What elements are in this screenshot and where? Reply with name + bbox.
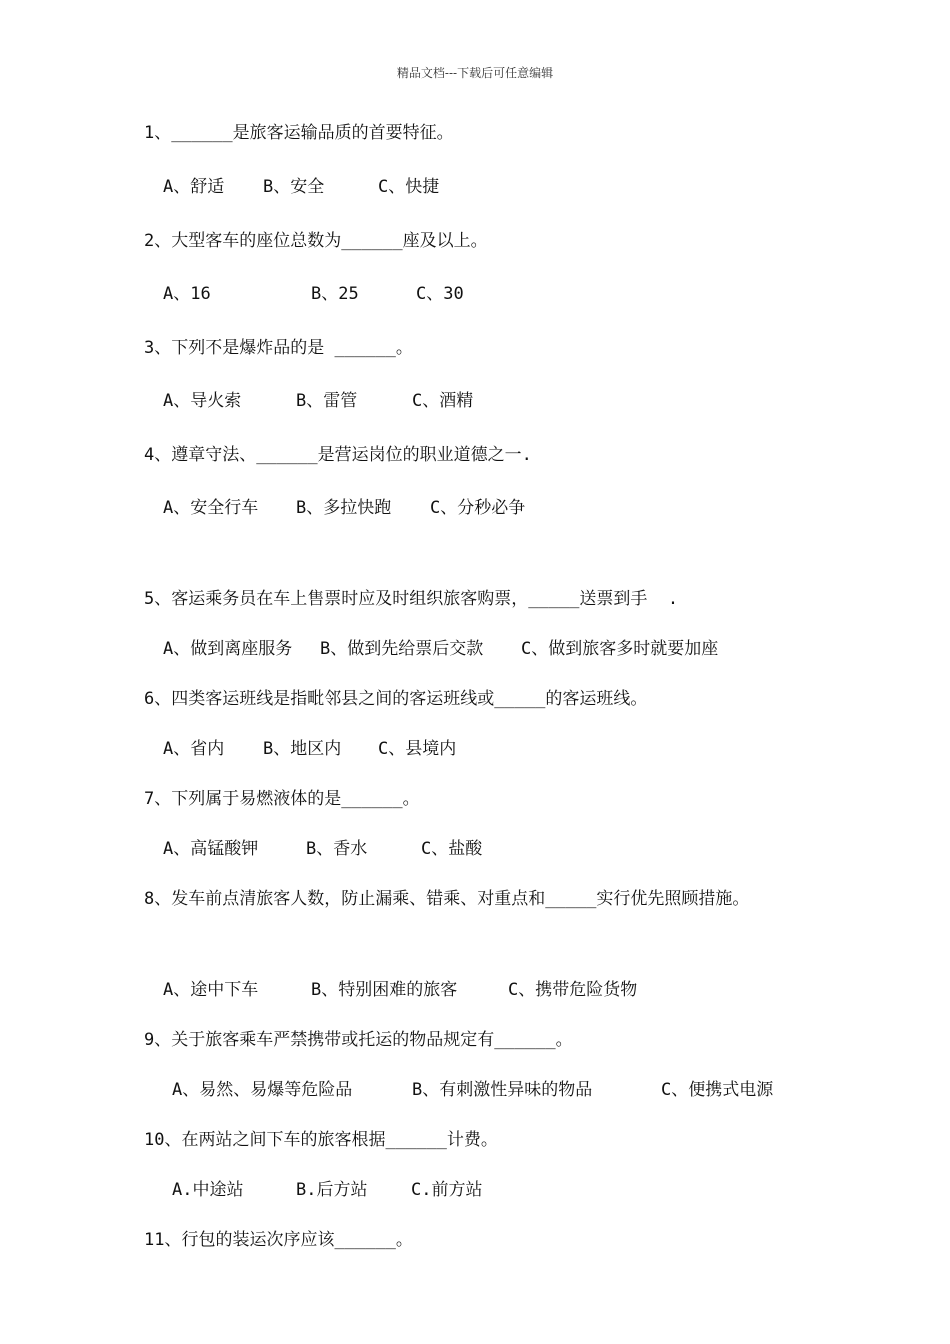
answer-option: C、便携式电源 [661,1080,774,1100]
question-text: 1、______是旅客运输品质的首要特征。 [144,123,454,143]
page-header: 精品文档---下载后可任意编辑 [396,66,554,80]
answer-option: A、做到离座服务 [163,639,293,659]
question-text: 5、客运乘务员在车上售票时应及时组织旅客购票，_____送票到手 . [144,589,679,609]
answer-option: A、舒适 [163,177,225,197]
answer-option: A、高锰酸钾 [163,839,259,859]
answer-option: C、携带危险货物 [508,980,638,1000]
question-text: 8、发车前点清旅客人数，防止漏乘、错乘、对重点和_____实行优先照顾措施。 [144,889,750,909]
answer-option: C、县境内 [378,739,457,759]
answer-option: B、安全 [263,177,325,197]
question-text: 3、下列不是爆炸品的是 ______。 [144,338,413,358]
answer-option: A、安全行车 [163,498,259,518]
answer-option: A.中途站 [172,1180,244,1200]
answer-option: C、30 [416,284,464,304]
answer-option: A、易然、易爆等危险品 [172,1080,353,1100]
question-text: 6、四类客运班线是指毗邻县之间的客运班线或_____的客运班线。 [144,689,648,709]
answer-option: B、25 [311,284,359,304]
answer-option: C、做到旅客多时就要加座 [521,639,719,659]
answer-option: B、香水 [306,839,368,859]
question-text: 7、下列属于易燃液体的是______。 [144,789,420,809]
answer-option: B、做到先给票后交款 [320,639,484,659]
answer-option: B、雷管 [296,391,358,411]
answer-option: C.前方站 [411,1180,483,1200]
answer-option: B、多拉快跑 [296,498,392,518]
answer-option: C、快捷 [378,177,440,197]
answer-option: C、盐酸 [421,839,483,859]
answer-option: A、省内 [163,739,225,759]
answer-option: A、途中下车 [163,980,259,1000]
answer-option: C、酒精 [412,391,474,411]
answer-option: B.后方站 [296,1180,368,1200]
answer-option: B、有刺激性异味的物品 [412,1080,593,1100]
answer-option: B、地区内 [263,739,342,759]
question-text: 2、大型客车的座位总数为______座及以上。 [144,231,488,251]
question-text: 9、关于旅客乘车严禁携带或托运的物品规定有______。 [144,1030,573,1050]
answer-option: A、16 [163,284,211,304]
answer-option: C、分秒必争 [430,498,526,518]
question-text: 10、在两站之间下车的旅客根据______计费。 [144,1130,498,1150]
question-text: 11、行包的装运次序应该______。 [144,1230,413,1250]
answer-option: B、特别困难的旅客 [311,980,458,1000]
question-text: 4、遵章守法、______是营运岗位的职业道德之一. [144,445,532,465]
answer-option: A、导火索 [163,391,242,411]
